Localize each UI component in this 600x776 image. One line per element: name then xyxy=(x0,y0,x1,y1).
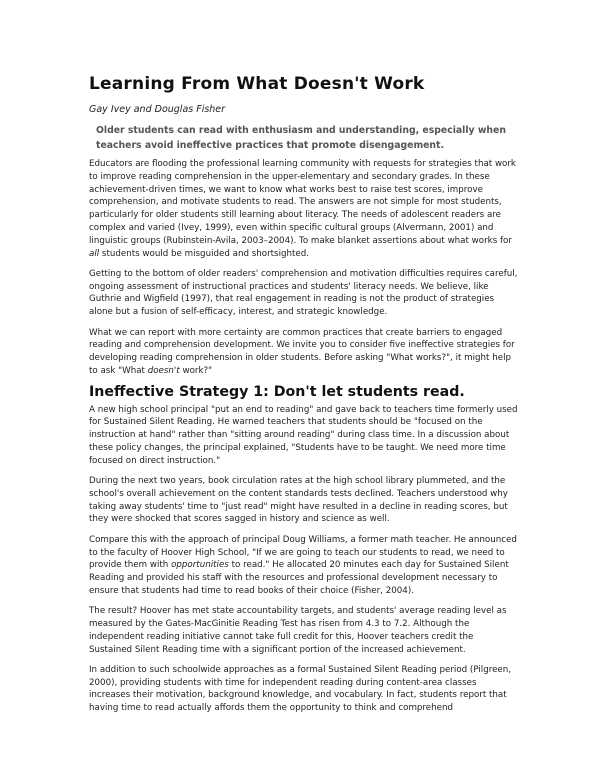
section-paragraph-3 xyxy=(89,534,519,598)
section-paragraph-1: A new high school principal "put an end to reading" and gave back to teachers time formerly used for Sustained Silent Reading. He warned teachers that students should be "focused on the instruction at hand" rather than "sitting around reading" during class time. In a discussion about these policy changes, the principal explained, "Students have to be taught. We need more time focused on direct instruction." xyxy=(89,404,518,466)
intro-paragraph-1 xyxy=(89,158,519,260)
intro-p3-emphasis: doesn't xyxy=(147,365,180,376)
section-paragraph-2: During the next two years, book circulation rates at the high school library plummeted, and the school's overall achievement on the content standards tests declined. Teachers understood why taking away students' time to "just read" might have resulted in a decline in reading scores, but they were shocked that scores sagged in history and science as well. xyxy=(89,476,508,525)
intro-p1-emphasis: all xyxy=(89,248,100,259)
section-paragraph-4: The result? Hoover has met state accountability targets, and students' average reading level as measured by the Gates-MacGinitie Reading Test has risen from 4.3 to 7.2. Although the independent reading initiative cannot take full credit for this, Hoover teachers credit the Sustained Silent Reading time with a significant portion of the increased achievement. xyxy=(89,606,507,655)
intro-p3-text-b: work?" xyxy=(182,365,213,376)
section-p3-text-a: Compare this with the approach of principal Doug Williams, a former math teacher. He announced to the faculty of Hoover High School, "If we are going to teach our students to read, we need to provide them with xyxy=(89,534,517,571)
section-p3-emphasis: opportunities xyxy=(171,560,229,571)
article-authors: Gay Ivey and Douglas Fisher xyxy=(89,104,226,115)
section-p3-text-b: to read." He allocated 20 minutes each day for Sustained Silent Reading and provided his staff with the resources and professional development necessary to ensure that students had time to read books of their choice (Fisher, 2004). xyxy=(89,560,509,596)
intro-paragraph-3 xyxy=(89,327,519,378)
article-body xyxy=(89,158,519,723)
intro-p1-text-b: students would be misguided and shortsighted. xyxy=(101,248,310,259)
section-paragraph-5: In addition to such schoolwide approaches as a formal Sustained Silent Reading period (Pilgreen, 2000), providing students with time for independent reading during content-area classes increases their motivation, background knowledge, and vocabulary. In fact, students report that having time to read actually affords them the opportunity to think and comprehend xyxy=(89,664,512,714)
section-heading: Ineffective Strategy 1: Don't let students read. xyxy=(89,383,465,400)
intro-p1-text-a: Educators are flooding the professional learning community with requests for strategies that work to improve reading comprehension in the upper-elementary and secondary grades. In these achievement-driven times, we want to know what works best to raise test scores, improve comprehension, and motivate students to read. The answers are not simple for most students, particularly for older students still learning about literacy. The needs of adolescent readers are complex and varied (Ivey, 1999), even within specific cultural groups (Alvermann, 2001) and linguistic groups (Rubinstein-Avila, 2003–2004). To make blanket assertions about what works for xyxy=(89,159,516,246)
intro-p3-text-a: What we can report with more certainty are common practices that create barriers to engaged reading and comprehension development. We invite you to consider five ineffective strategies for developing reading comprehension in older students. Before asking "What works?", it might help to ask "What xyxy=(89,327,515,376)
article-abstract: Older students can read with enthusiasm and understanding, especially when teachers avoid ineffective practices that promote disengagement. xyxy=(96,125,506,151)
article-title: Learning From What Doesn't Work xyxy=(89,74,425,94)
intro-paragraph-2: Getting to the bottom of older readers' comprehension and motivation difficulties requires careful, ongoing assessment of instructional practices and students' literacy needs. We believe, like Guthrie and Wigfield (1997), that real engagement in reading is not the product of strategies alone but a fusion of self-efficacy, interest, and strategic knowledge. xyxy=(89,268,518,318)
